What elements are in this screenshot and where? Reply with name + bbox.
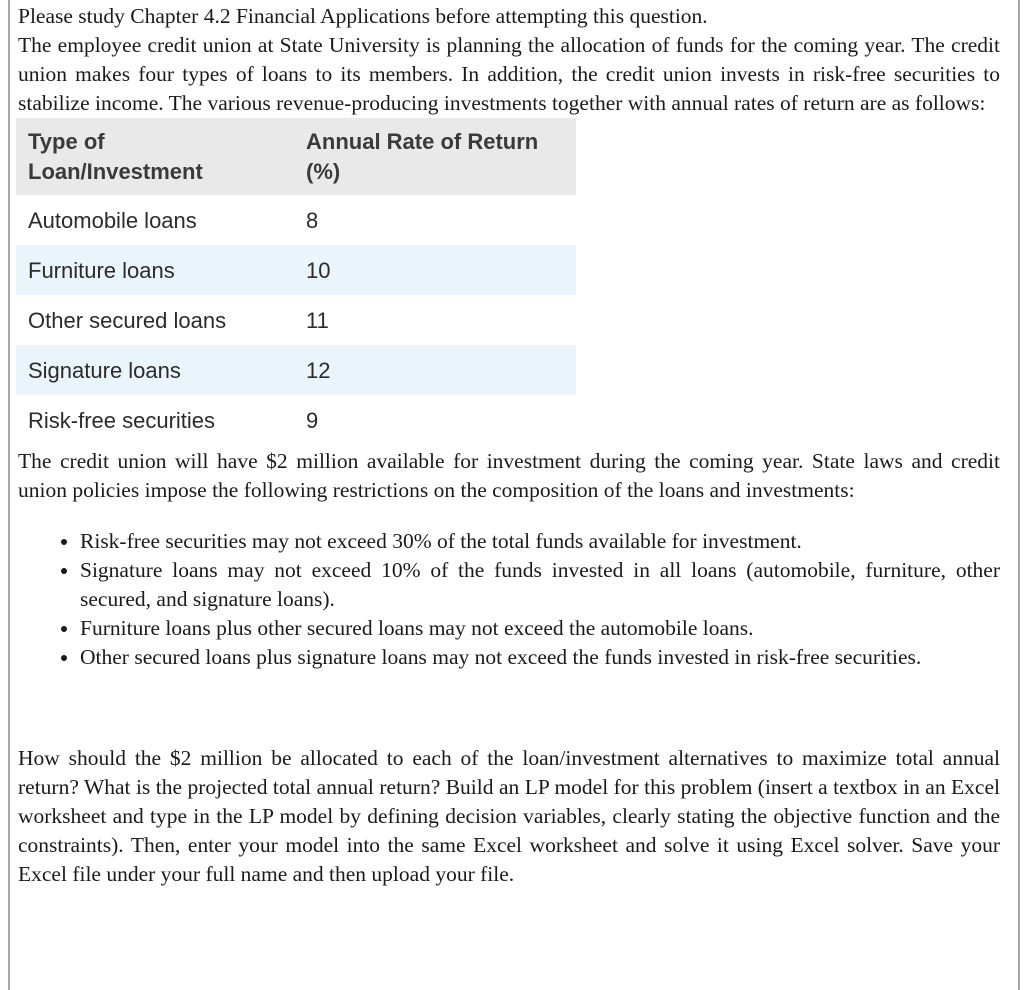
table-row — [16, 345, 576, 395]
question-content — [18, 0, 1000, 889]
loan-type-cell: Risk-free securities — [28, 407, 216, 433]
loan-type-cell: Other secured loans — [28, 307, 227, 333]
table-row — [16, 295, 576, 345]
header-type: Type of Loan/Investment — [16, 118, 294, 195]
loan-type-cell: Automobile loans — [28, 207, 197, 233]
list-item: • Risk-free securities may not exceed 30% of the total funds available for investment. — [80, 527, 1000, 556]
list-item: • Signature loans may not exceed 10% of the funds invested in all loans (automobile, furniture, other secured, and signature loans). — [80, 556, 1000, 614]
table-row — [16, 245, 576, 295]
problem-intro-paragraph: The employee credit union at State University is planning the allocation of funds for the coming year. The credit union makes four types of loans to its members. In addition, the credit union invests in risk-free securities to stabilize income. The various revenue-producing investments together with annual rates of return are as follows: — [18, 33, 1000, 115]
header-rate: Annual Rate of Return (%) — [294, 118, 576, 195]
table-row — [16, 195, 576, 245]
restrictions-list — [18, 527, 1000, 672]
rate-cell: 11 — [306, 307, 329, 333]
rate-cell: 12 — [294, 345, 576, 395]
funds-paragraph: The credit union will have $2 million available for investment during the coming year. State laws and credit union policies impose the following restrictions on the composition of the loans and investments: — [18, 449, 1000, 502]
loan-type-cell: Signature loans — [16, 345, 294, 395]
loan-type-cell: Furniture loans — [16, 245, 294, 295]
rate-cell: 8 — [306, 207, 319, 233]
rate-cell: 9 — [306, 407, 319, 433]
list-item: • Furniture loans plus other secured loans may not exceed the automobile loans. — [80, 614, 1000, 643]
list-item: • Other secured loans plus signature loans may not exceed the funds invested in risk-free securities. — [80, 643, 1000, 672]
rate-cell: 10 — [294, 245, 576, 295]
question-paragraph: How should the $2 million be allocated to each of the loan/investment alternatives to maximize total annual return? What is the projected total annual return? Build an LP model for this problem (insert a textbox in an Excel worksheet and type in the LP model by defining decision variables, clearly stating the objective function and the constraints). Then, enter your model into the same Excel worksheet and solve it using Excel solver. Save your Excel file under your full name and then upload your file. — [18, 746, 1000, 886]
table-row — [16, 395, 576, 445]
study-instruction: Please study Chapter 4.2 Financial Applications before attempting this question. — [18, 4, 708, 28]
rates-table — [16, 118, 576, 445]
rates-table-header-row — [16, 118, 576, 195]
